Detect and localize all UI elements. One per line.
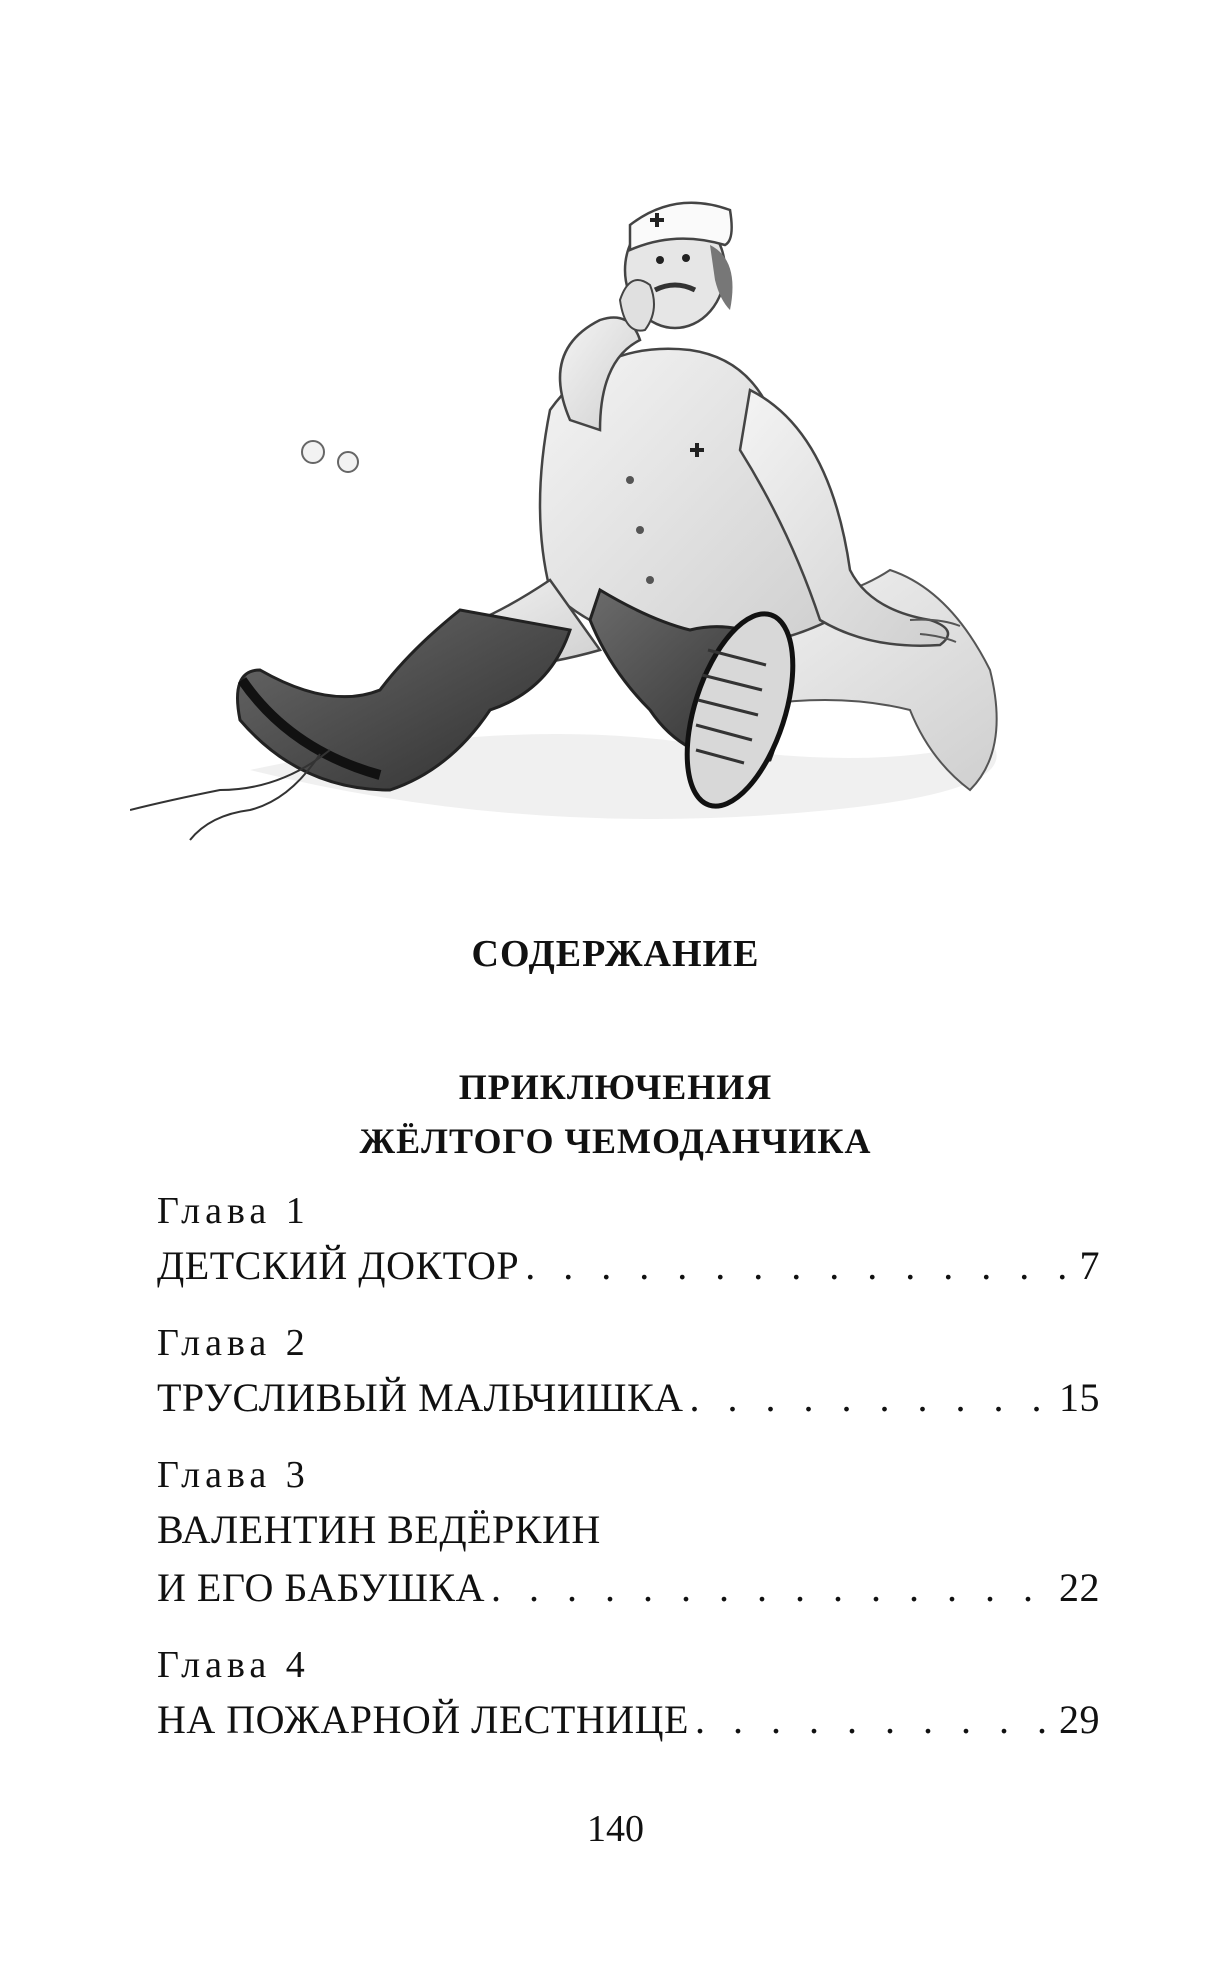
dot-leader (690, 1369, 1047, 1427)
chapter-title: ДЕТСКИЙ ДОКТОР (157, 1243, 520, 1288)
chapter-label: Глава 2 (157, 1322, 310, 1364)
chapter-title-line: ВАЛЕНТИН ВЕДЁРКИН (157, 1507, 601, 1552)
toc-line (157, 1237, 1100, 1295)
chapter-title: И ЕГО БАБУШКА (157, 1565, 485, 1610)
contents-title: СОДЕРЖАНИЕ (471, 933, 760, 975)
table-of-contents (157, 1185, 1100, 1771)
toc-line (157, 1691, 1100, 1749)
part-title-line: ЖЁЛТОГО ЧЕМОДАНЧИКА (359, 1121, 872, 1161)
dot-leader (695, 1691, 1047, 1749)
chapter-page: 22 (1059, 1565, 1100, 1610)
page-number: 140 (587, 1808, 644, 1850)
dot-leader (525, 1237, 1067, 1295)
part-title (0, 1060, 1231, 1168)
chapter-page: 29 (1059, 1697, 1100, 1742)
part-title-line: ПРИКЛЮЧЕНИЯ (458, 1067, 773, 1107)
chapter-page: 15 (1059, 1375, 1100, 1420)
toc-entry[interactable] (157, 1317, 1100, 1427)
chapter-page: 7 (1079, 1243, 1100, 1288)
chapter-title: ТРУСЛИВЫЙ МАЛЬЧИШКА (157, 1375, 684, 1420)
toc-line (157, 1559, 1100, 1617)
toc-entry[interactable] (157, 1185, 1100, 1295)
chapter-title: НА ПОЖАРНОЙ ЛЕСТНИЦЕ (157, 1697, 689, 1742)
doctor-sitting-illustration (130, 150, 1120, 870)
toc-entry[interactable] (157, 1449, 1100, 1617)
toc-entry[interactable] (157, 1639, 1100, 1749)
chapter-label: Глава 3 (157, 1454, 310, 1496)
chapter-label: Глава 1 (157, 1190, 310, 1232)
toc-line (157, 1369, 1100, 1427)
chapter-label: Глава 4 (157, 1644, 310, 1686)
dot-leader (491, 1559, 1047, 1617)
